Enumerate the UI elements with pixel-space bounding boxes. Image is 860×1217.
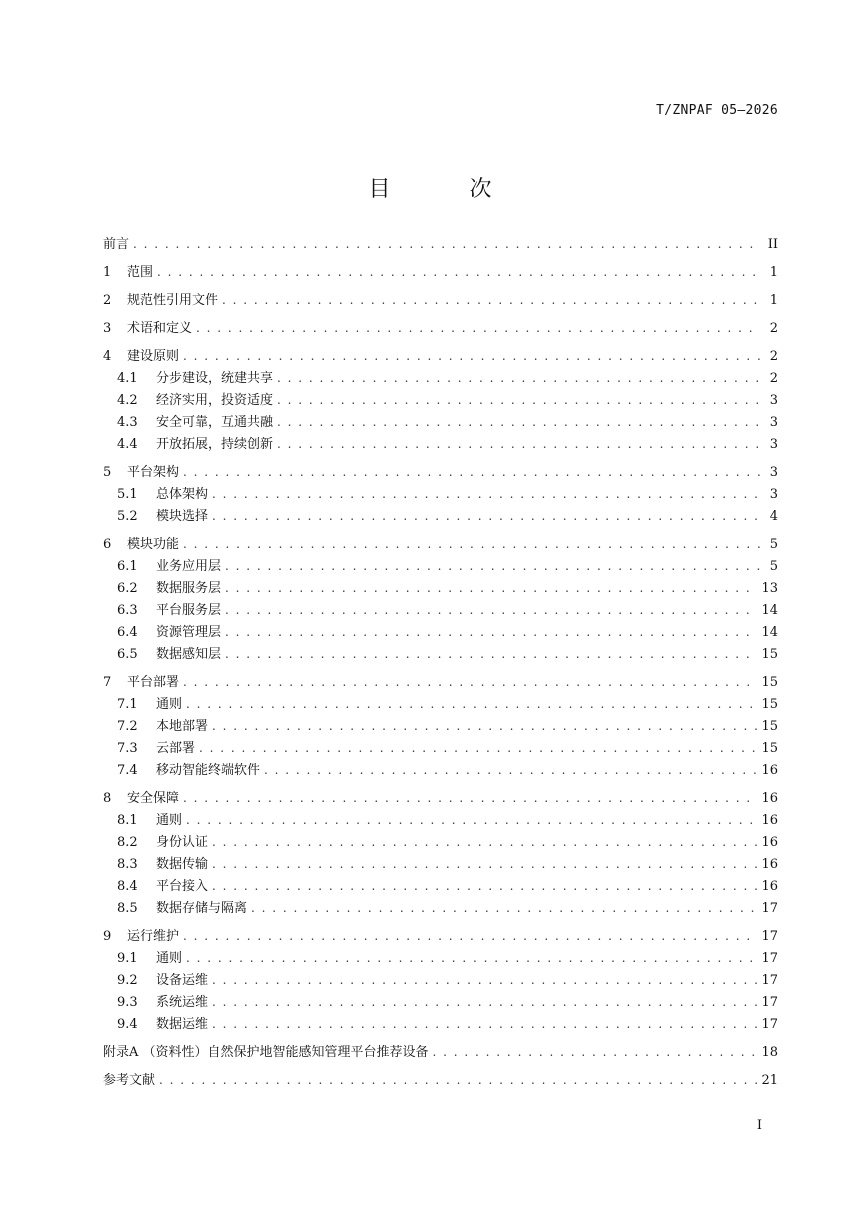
toc-entry-number: 7: [103, 675, 112, 690]
toc-dot-leader: [196, 317, 760, 339]
toc-entry-number: 8.5: [117, 901, 138, 916]
toc-entry[interactable]: [103, 925, 778, 947]
toc-entry-title: 术语和定义: [127, 321, 193, 336]
toc-entry-title: 建设原则: [127, 349, 180, 364]
toc-dot-leader: [212, 483, 760, 505]
toc-entry-page: 3: [769, 415, 778, 430]
toc-entry-title: 平台部署: [127, 675, 180, 690]
toc-entry-number: 6: [103, 537, 112, 552]
toc-entry[interactable]: [103, 261, 778, 283]
toc-entry-title: 设备运维: [156, 973, 209, 988]
toc-entry-number: 9.2: [117, 973, 138, 988]
toc-entry-page: 16: [761, 763, 778, 778]
toc-dot-leader: [212, 969, 757, 991]
toc-dot-leader: [186, 809, 757, 831]
toc-entry-page: 16: [761, 813, 778, 828]
toc-entry-title: 系统运维: [156, 995, 209, 1010]
toc-entry-page: 3: [769, 465, 778, 480]
toc-entry-page: 2: [769, 371, 778, 386]
toc-dot-leader: [277, 433, 760, 455]
toc-entry-title: 数据运维: [156, 1017, 209, 1032]
toc-entry-title: 规范性引用文件: [127, 293, 219, 308]
toc-dot-leader: [133, 233, 760, 255]
toc-entry-page: 15: [761, 719, 778, 734]
toc-entry-page: 14: [761, 603, 778, 618]
toc-dot-leader: [222, 289, 760, 311]
toc-dot-leader: [225, 555, 760, 577]
toc-dot-leader: [157, 261, 760, 283]
toc-entry[interactable]: [103, 483, 778, 505]
toc-entry-title: 安全保障: [127, 791, 180, 806]
toc-dot-leader: [225, 577, 757, 599]
toc-entry-page: 5: [769, 537, 778, 552]
toc-entry[interactable]: [103, 367, 778, 389]
toc-entry-title: 通则: [156, 813, 183, 828]
toc-dot-leader: [225, 643, 757, 665]
toc-entry-number: 8.1: [117, 813, 138, 828]
toc-entry-number: 8.3: [117, 857, 138, 872]
toc-entry[interactable]: [103, 875, 778, 897]
toc-entry[interactable]: [103, 577, 778, 599]
toc-entry[interactable]: [103, 671, 778, 693]
toc-title: 目 次: [368, 177, 528, 202]
toc-entry-number: 6.3: [117, 603, 138, 618]
toc-entry-title: 模块选择: [156, 509, 209, 524]
toc-entry-title: 云部署: [156, 741, 196, 756]
toc-entry-title: 数据服务层: [156, 581, 222, 596]
toc-entry-number: 9.1: [117, 951, 138, 966]
toc-entry-title: 运行维护: [127, 929, 180, 944]
toc-entry-title: 资源管理层: [156, 625, 222, 640]
toc-entry-number: 7.3: [117, 741, 138, 756]
toc-entry[interactable]: [103, 317, 778, 339]
toc-entry-page: 13: [761, 581, 778, 596]
toc-entry[interactable]: [103, 969, 778, 991]
toc-entry-number: 8: [103, 791, 112, 806]
toc-entry-number: 6.4: [117, 625, 138, 640]
toc-entry[interactable]: [103, 991, 778, 1013]
toc-entry[interactable]: [103, 345, 778, 367]
toc-entry-number: 4: [103, 349, 112, 364]
toc-entry[interactable]: [103, 897, 778, 919]
toc-dot-leader: [251, 897, 757, 919]
toc-entry-number: 1: [103, 265, 112, 280]
toc-dot-leader: [199, 737, 757, 759]
toc-entry[interactable]: [103, 289, 778, 311]
toc-entry-title: 总体架构: [156, 487, 209, 502]
toc-entry-number: 4.2: [117, 393, 138, 408]
toc-entry-page: 5: [769, 559, 778, 574]
toc-entry[interactable]: [103, 787, 778, 809]
toc-entry-number: 5.2: [117, 509, 138, 524]
toc-entry-page: 17: [761, 995, 778, 1010]
toc-entry-page: 3: [769, 487, 778, 502]
toc-entry-title: 平台服务层: [156, 603, 222, 618]
toc-entry-title: 范围: [127, 265, 154, 280]
toc-entry-number: 5.1: [117, 487, 138, 502]
toc-entry-title: 平台接入: [156, 879, 209, 894]
toc-entry-page: 1: [769, 293, 778, 308]
toc-entry-number: 3: [103, 321, 112, 336]
toc-entry[interactable]: [103, 853, 778, 875]
toc-entry-page: 18: [761, 1045, 778, 1060]
toc-entry[interactable]: [103, 389, 778, 411]
toc-entry[interactable]: [103, 1069, 778, 1091]
toc-entry[interactable]: [103, 715, 778, 737]
toc-entry-page: 16: [761, 791, 778, 806]
toc-entry-number: 9.4: [117, 1017, 138, 1032]
toc-entry-title: 模块功能: [127, 537, 180, 552]
toc-dot-leader: [183, 925, 757, 947]
toc-entry-number: 8.4: [117, 879, 138, 894]
toc-entry[interactable]: [103, 693, 778, 715]
toc-dot-leader: [212, 715, 757, 737]
toc-entry-title: 通则: [156, 951, 183, 966]
toc-entry[interactable]: [103, 461, 778, 483]
toc-dot-leader: [159, 1069, 757, 1091]
toc-dot-leader: [212, 875, 757, 897]
toc-entry-page: 17: [761, 973, 778, 988]
toc-entry-number: 6.5: [117, 647, 138, 662]
toc-entry-number: 5: [103, 465, 112, 480]
toc-dot-leader: [277, 389, 760, 411]
toc-entry[interactable]: [103, 1013, 778, 1035]
toc-entry-number: 6.1: [117, 559, 138, 574]
toc-entry[interactable]: [103, 505, 778, 527]
toc-entry-page: 16: [761, 857, 778, 872]
toc-entry[interactable]: [103, 599, 778, 621]
toc-entry-number: 2: [103, 293, 112, 308]
toc-entry-title: 数据传输: [156, 857, 209, 872]
toc-entry-page: 2: [769, 321, 778, 336]
toc-entry-number: 6.2: [117, 581, 138, 596]
toc-entry-title: 开放拓展，持续创新: [156, 437, 274, 452]
toc-entry[interactable]: [103, 643, 778, 665]
toc-entry[interactable]: [103, 411, 778, 433]
toc-entry[interactable]: [103, 233, 778, 255]
toc-entry-page: 1: [769, 265, 778, 280]
toc-entry[interactable]: [103, 947, 778, 969]
toc-dot-leader: [183, 533, 760, 555]
toc-entry-title: 业务应用层: [156, 559, 222, 574]
toc-dot-leader: [277, 411, 760, 433]
toc-dot-leader: [225, 621, 757, 643]
toc-entry-title: 参考文献: [103, 1073, 156, 1088]
toc-entry-number: 4.4: [117, 437, 138, 452]
toc-entry[interactable]: [103, 1041, 778, 1063]
toc-entry-title: 分步建设，统建共享: [156, 371, 274, 386]
table-of-contents: [103, 233, 778, 1091]
toc-entry-page: 15: [761, 647, 778, 662]
toc-entry-number: 7.1: [117, 697, 138, 712]
toc-entry-page: 16: [761, 879, 778, 894]
toc-entry-number: 8.2: [117, 835, 138, 850]
toc-entry[interactable]: [103, 737, 778, 759]
toc-entry-title: 数据存储与隔离: [156, 901, 248, 916]
toc-entry-page: 17: [761, 951, 778, 966]
toc-dot-leader: [212, 505, 760, 527]
toc-entry[interactable]: [103, 831, 778, 853]
toc-dot-leader: [277, 367, 760, 389]
document-code: T/ZNPAF 05—2026: [656, 103, 778, 118]
toc-entry-page: 4: [769, 509, 778, 524]
toc-entry-page: 3: [769, 437, 778, 452]
toc-dot-leader: [186, 947, 757, 969]
toc-entry-number: 7.2: [117, 719, 138, 734]
toc-dot-leader: [433, 1041, 758, 1063]
toc-dot-leader: [212, 831, 757, 853]
toc-entry-number: 9: [103, 929, 112, 944]
toc-dot-leader: [183, 345, 760, 367]
toc-entry-page: 15: [761, 697, 778, 712]
toc-entry-title: 移动智能终端软件: [156, 763, 261, 778]
toc-entry-title: 平台架构: [127, 465, 180, 480]
toc-entry-page: 14: [761, 625, 778, 640]
toc-entry-number: 7.4: [117, 763, 138, 778]
page-number: I: [756, 1118, 762, 1133]
toc-entry-title: 数据感知层: [156, 647, 222, 662]
toc-entry[interactable]: [103, 809, 778, 831]
toc-entry-page: 15: [761, 741, 778, 756]
toc-entry-page: 2: [769, 349, 778, 364]
toc-dot-leader: [183, 787, 757, 809]
toc-entry[interactable]: [103, 433, 778, 455]
toc-entry-title: 安全可靠，互通共融: [156, 415, 274, 430]
toc-entry-page: 17: [761, 929, 778, 944]
toc-entry-title: 通则: [156, 697, 183, 712]
toc-dot-leader: [225, 599, 757, 621]
toc-dot-leader: [212, 991, 757, 1013]
toc-dot-leader: [186, 693, 757, 715]
toc-entry-title: 本地部署: [156, 719, 209, 734]
toc-dot-leader: [212, 1013, 757, 1035]
toc-entry[interactable]: [103, 533, 778, 555]
toc-entry-page: 17: [761, 901, 778, 916]
toc-entry-title: 经济实用，投资适度: [156, 393, 274, 408]
toc-entry-page: 15: [761, 675, 778, 690]
toc-entry-page: II: [767, 237, 778, 252]
toc-entry-page: 21: [761, 1073, 778, 1088]
toc-entry[interactable]: [103, 759, 778, 781]
toc-entry-title: 前言: [103, 237, 130, 252]
toc-entry-page: 16: [761, 835, 778, 850]
toc-dot-leader: [183, 461, 760, 483]
toc-entry[interactable]: [103, 555, 778, 577]
toc-entry-number: 9.3: [117, 995, 138, 1010]
toc-entry-number: 4.1: [117, 371, 138, 386]
toc-entry-title: 身份认证: [156, 835, 209, 850]
toc-dot-leader: [183, 671, 757, 693]
toc-dot-leader: [264, 759, 757, 781]
toc-dot-leader: [212, 853, 757, 875]
toc-entry-page: 17: [761, 1017, 778, 1032]
toc-entry[interactable]: [103, 621, 778, 643]
toc-entry-title: 附录A （资料性）自然保护地智能感知管理平台推荐设备: [103, 1045, 429, 1060]
toc-entry-number: 4.3: [117, 415, 138, 430]
toc-entry-page: 3: [769, 393, 778, 408]
